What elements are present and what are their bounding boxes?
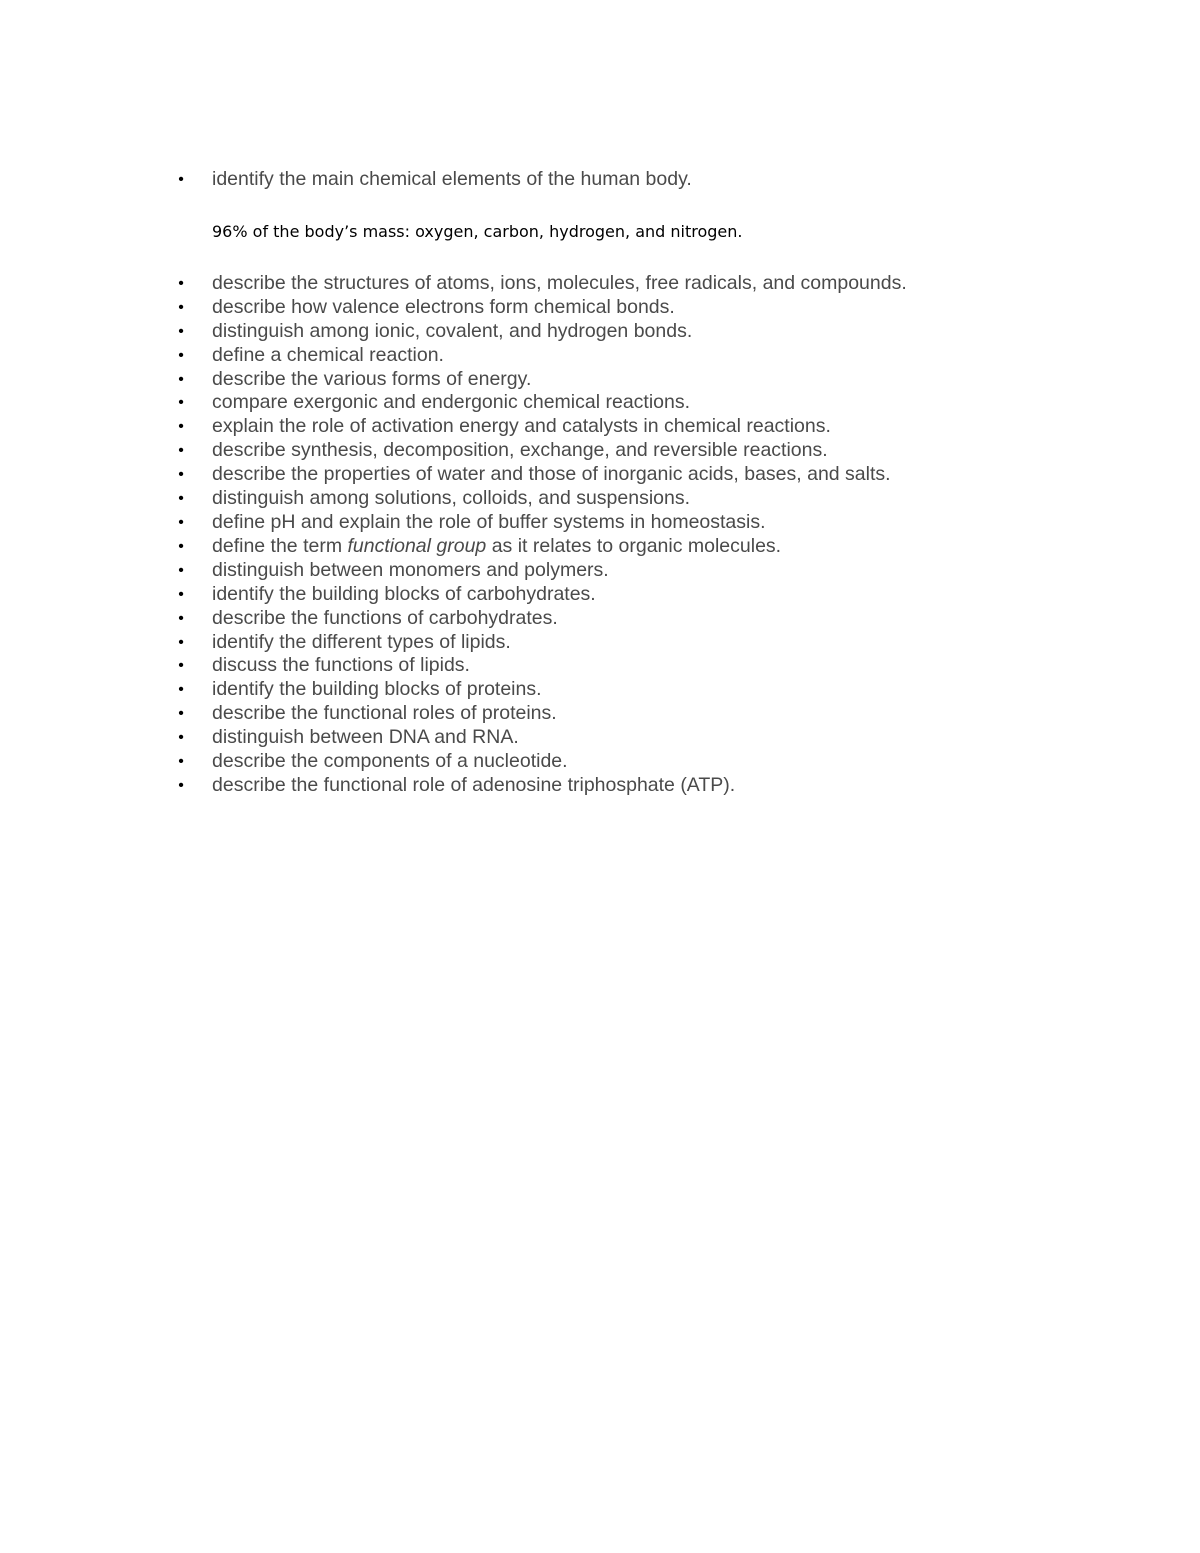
- list-item: [174, 368, 1134, 392]
- bullet-icon: •: [178, 633, 184, 651]
- list-item: [174, 607, 1134, 631]
- bullet-icon: •: [178, 537, 184, 555]
- list-item-text: discuss the functions of lipids.: [212, 654, 470, 677]
- bullet-icon: •: [178, 298, 184, 316]
- list-item-text: distinguish among solutions, colloids, and suspensions.: [212, 487, 691, 510]
- bullet-icon: •: [178, 346, 184, 364]
- list-item-text: compare exergonic and endergonic chemical reactions.: [212, 391, 691, 414]
- bullet-icon: •: [178, 585, 184, 603]
- bullet-icon: •: [178, 322, 184, 340]
- bullet-icon: •: [178, 418, 184, 436]
- list-item: [174, 463, 1134, 487]
- list-item-text: describe the components of a nucleotide.: [212, 750, 568, 773]
- answer-note: 96% of the body’s mass: oxygen, carbon, hydrogen, and nitrogen.: [212, 221, 743, 241]
- list-item-text: describe synthesis, decomposition, exchange, and reversible reactions.: [212, 439, 828, 462]
- list-item: [174, 320, 1134, 344]
- bullet-icon: •: [178, 370, 184, 388]
- bullet-icon: •: [178, 776, 184, 794]
- bullet-icon: •: [178, 609, 184, 627]
- bullet-icon: •: [178, 681, 184, 699]
- bullet-icon: •: [178, 657, 184, 675]
- list-item: [174, 391, 1134, 415]
- list-item-text: define a chemical reaction.: [212, 343, 444, 366]
- list-item-text: identify the building blocks of carbohydrates.: [212, 582, 596, 605]
- list-item: [174, 750, 1134, 774]
- list-item: [174, 296, 1134, 320]
- document-content: [174, 168, 1134, 798]
- bullet-icon: •: [178, 753, 184, 771]
- bullet-icon: •: [178, 442, 184, 460]
- list-item-text: describe the properties of water and those of inorganic acids, bases, and salts.: [212, 463, 891, 486]
- list-item: [174, 511, 1134, 535]
- list-item-text-after: as it relates to organic molecules.: [486, 534, 782, 557]
- list-item: [174, 631, 1134, 655]
- list-item: [174, 654, 1134, 678]
- list-item: [174, 415, 1134, 439]
- list-item-text: distinguish among ionic, covalent, and hydrogen bonds.: [212, 319, 693, 342]
- list-item: [174, 774, 1134, 798]
- list-item: [174, 559, 1134, 583]
- list-item: [174, 487, 1134, 511]
- list-item: [174, 583, 1134, 607]
- bullet-icon: •: [178, 705, 184, 723]
- list-item: [174, 439, 1134, 463]
- list-item: [174, 168, 1134, 192]
- objective-list: [174, 272, 1134, 798]
- first-objective-list: [174, 168, 1134, 192]
- bullet-icon: •: [178, 394, 184, 412]
- list-item-text: distinguish between monomers and polymers.: [212, 558, 609, 581]
- list-item: [174, 272, 1134, 296]
- list-item-text: describe how valence electrons form chemical bonds.: [212, 295, 675, 318]
- functional-group-term: functional group: [347, 534, 487, 557]
- bullet-icon: •: [178, 490, 184, 508]
- bullet-icon: •: [178, 729, 184, 747]
- list-item: [174, 344, 1134, 368]
- list-item-text: identify the different types of lipids.: [212, 630, 511, 653]
- list-item: [174, 726, 1134, 750]
- list-item-text: identify the main chemical elements of the human body.: [212, 168, 692, 190]
- bullet-icon: •: [178, 466, 184, 484]
- bullet-icon: •: [178, 274, 184, 292]
- list-item-text: define pH and explain the role of buffer systems in homeostasis.: [212, 510, 766, 533]
- list-item-text: identify the building blocks of proteins.: [212, 678, 542, 701]
- list-item-text: describe the various forms of energy.: [212, 367, 532, 390]
- list-item-text: describe the structures of atoms, ions, molecules, free radicals, and compounds.: [212, 271, 907, 294]
- list-item: [174, 678, 1134, 702]
- list-item-text: distinguish between DNA and RNA.: [212, 726, 519, 749]
- list-item-text: describe the functional roles of proteins.: [212, 702, 557, 725]
- list-item-text: describe the functions of carbohydrates.: [212, 606, 558, 629]
- list-item-text-before: define the term: [212, 534, 348, 557]
- list-item-text: describe the functional role of adenosine triphosphate (ATP).: [212, 773, 736, 796]
- list-item-functional-group: [174, 535, 1134, 559]
- bullet-icon: •: [178, 513, 184, 531]
- list-item: [174, 702, 1134, 726]
- bullet-icon: •: [178, 561, 184, 579]
- list-item-text: explain the role of activation energy and catalysts in chemical reactions.: [212, 415, 831, 438]
- bullet-icon: •: [178, 171, 184, 188]
